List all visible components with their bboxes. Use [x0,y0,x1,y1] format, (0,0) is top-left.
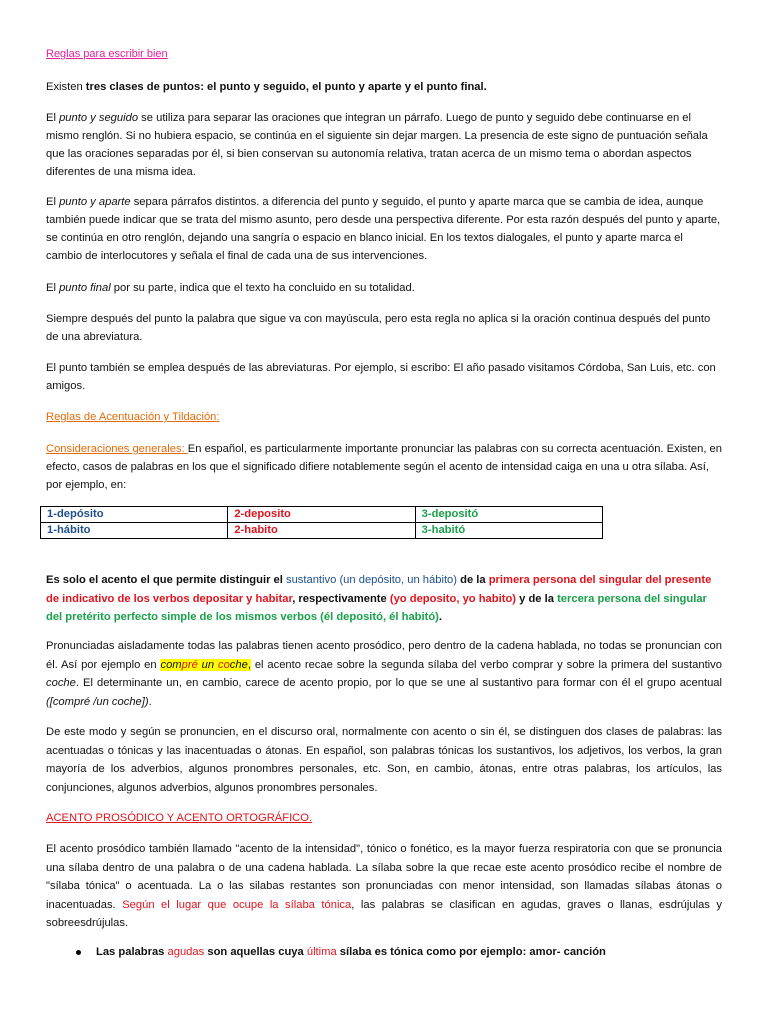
paragraph-mayuscula: Siempre después del punto la palabra que sigue va con mayúscula, pero esta regla no aplica si la oración continua después del punto de una abreviatura. [46,313,711,343]
table-cell: 2-deposito [228,507,415,523]
paragraph-solo-acento: Es solo el acento el que permite distinguir el sustantivo (un depósito, un hábito) de la primera persona del singular del presente de indicativo de los verbos depositar y habitar, respectivamente (yo deposito, yo habito) y de la tercera persona del singular del pretérito perfecto simple de los mismos verbos (él depositó, él habitó). [46,574,712,623]
accent-table [40,506,603,539]
table-row [41,523,603,539]
table-cell: 1-hábito [41,523,228,539]
document-title: Reglas para escribir bien [46,48,168,60]
paragraph-pronunciadas: Pronunciadas aisladamente todas las palabras tienen acento prosódico, pero dentro de la cadena hablada, no todas se pronuncian con él. Así por ejemplo en compré un coche, el acento recae sobre la segunda sílaba del verbo comprar y sobre la primera del sustantivo coche. El determinante un, en cambio, carece de acento propio, por lo que se une al sustantivo para formar con él el grupo acentual ([compré /un coche]). [46,640,722,708]
paragraph-clases-de-palabras: De este modo y según se pronuncien, en el discurso oral, normalmente con acento o sin él, se distinguen dos clases de palabras: las acentuadas o tónicas y las inacentuadas o átonas. En español, son palabras tónicas los sustantivos, los adjetivos, los verbos, la gran mayoría de los adverbios, algunos pronombres personales, etc. Son, en cambio, átonas, entre otras palabras, los artículos, las conjunciones, algunos adverbios, algunos pronombres personales. [46,726,722,794]
paragraph-punto-seguido: El punto y seguido se utiliza para separar las oraciones que integran un párrafo. Luego de punto y seguido debe continuarse en el mismo renglón. Si no hubiera espacio, se continúa en el siguiente sin dejar margen. La presencia de este signo de puntuación señala que las oraciones separadas por él, si bien conservan su autonomía relativa, tratan acerca de un mismo tema o abordan aspectos diferentes de una misma idea. [46,112,708,178]
heading-acentuacion: Reglas de Acentuación y Tildación: [46,411,220,423]
highlighted-example: compré un coche, [160,658,251,671]
paragraph-types-of-periods: Existen tres clases de puntos: el punto y seguido, el punto y aparte y el punto final. [46,81,487,93]
table-cell: 3-depositó [415,507,602,523]
table-row [41,507,603,523]
table-cell: 2-habito [228,523,415,539]
paragraph-punto-final: El punto final por su parte, indica que el texto ha concluido en su totalidad. [46,282,415,294]
table-cell: 3-habitó [415,523,602,539]
paragraph-acento-prosodico: El acento prosódico también llamado "acento de la intensidad", tónico o fonético, es la mayor fuerza respiratoria con que se pronuncia una sílaba dentro de una palabra o de una cadena hablada. La sílaba sobre la que recae este acento prosódico recibe el nombre de "sílaba tónica" o acentuada. La o las silabas restantes son pronunciadas con menor intensidad, son llamadas sílabas átonas o inacentuadas. Según el lugar que ocupe la sílaba tónica, las palabras se clasifican en agudas, graves o llanas, esdrújulas y sobreesdrújulas. [46,843,723,929]
bullet-icon [76,950,81,955]
table-cell: 1-depósito [41,507,228,523]
heading-acento-prosodico: ACENTO PROSÓDICO Y ACENTO ORTOGRÁFICO. [46,812,313,824]
paragraph-consideraciones: Consideraciones generales: En español, es particularmente importante pronunciar las palabras con su correcta acentuación. Existen, en efecto, casos de palabras en los que el significado difiere notablemente según el acento de intensidad caiga en una u otra sílaba. Así, por ejemplo, en: [46,443,722,491]
paragraph-punto-aparte: El punto y aparte separa párrafos distintos. a diferencia del punto y seguido, el punto y aparte marca que se cambia de idea, aunque también puede indicar que se trata del mismo asunto, pero desde una perspectiva diferente. Por esta razón después del punto y aparte, se continúa en otro renglón, dejando una sangría o espacio en blanco inicial. En los textos dialogales, el punto y aparte marca el cambio de interlocutores y señala el final de cada una de sus intervenciones. [46,196,721,262]
bullet-item-agudas: Las palabras agudas son aquellas cuya última sílaba es tónica como por ejemplo: amor- canción [96,946,606,958]
paragraph-abreviaturas: El punto también se emplea después de las abreviaturas. Por ejemplo, si escribo: El año pasado visitamos Córdoba, San Luis, etc. con amigos. [46,362,716,392]
